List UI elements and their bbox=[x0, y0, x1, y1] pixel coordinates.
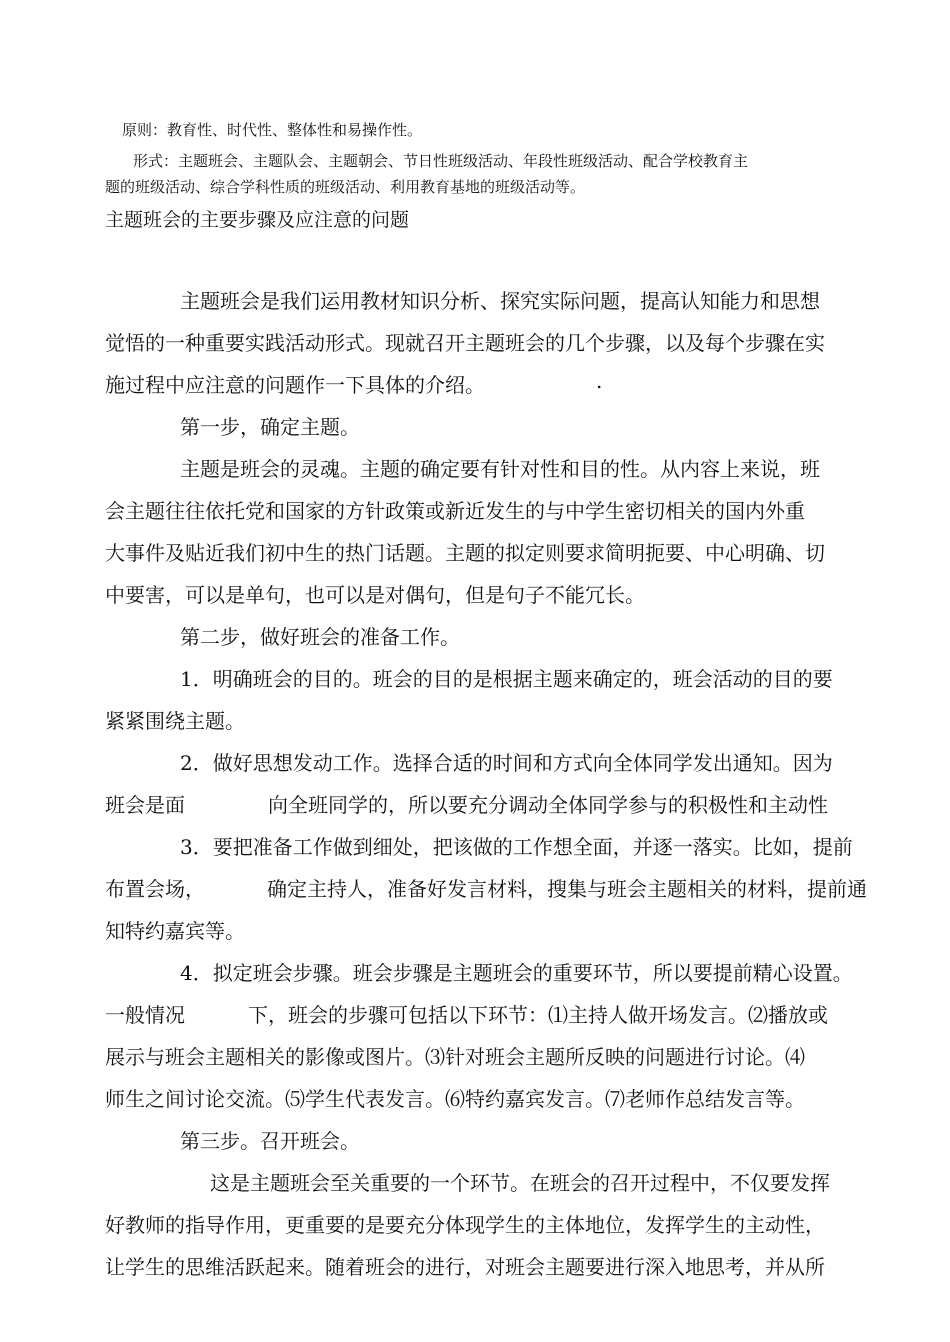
form-line-2: 题的班级活动、综合学科性质的班级活动、利用教育基地的班级活动等。 bbox=[105, 178, 586, 196]
body-line: 向全班同学的，所以要充分调动全体同学参与的积极性和主动性 bbox=[268, 793, 828, 817]
body-line: 一般情况 bbox=[105, 1003, 185, 1027]
step-heading: 第二步，做好班会的准备工作。 bbox=[180, 625, 460, 649]
body-line: 展示与班会主题相关的影像或图片。⑶针对班会主题所反映的问题进行讨论。⑷ bbox=[105, 1045, 805, 1069]
body-line: 布置会场， bbox=[105, 877, 205, 901]
body-line: 2．做好思想发动工作。选择合适的时间和方式向全体同学发出通知。因为 bbox=[180, 751, 833, 775]
body-line: . bbox=[596, 369, 603, 393]
body-line: 中要害，可以是单句，也可以是对偶句，但是句子不能冗长。 bbox=[105, 583, 645, 607]
body-line: 让学生的思维活跃起来。随着班会的进行，对班会主题要进行深入地思考，并从所 bbox=[105, 1255, 825, 1279]
principle-line: 原则：教育性、时代性、整体性和易操作性。 bbox=[122, 121, 423, 139]
body-line: 好教师的指导作用，更重要的是要充分体现学生的主体地位，发挥学生的主动性， bbox=[105, 1213, 825, 1237]
form-line-1: 形式：主题班会、主题队会、主题朝会、节日性班级活动、年段性班级活动、配合学校教育主 bbox=[133, 152, 749, 170]
body-line: 会主题往往依托党和国家的方针政策或新近发生的与中学生密切相关的国内外重 bbox=[105, 499, 805, 523]
body-line: 知特约嘉宾等。 bbox=[105, 919, 245, 943]
section-heading: 主题班会的主要步骤及应注意的问题 bbox=[105, 209, 410, 231]
step-heading: 第一步，确定主题。 bbox=[180, 415, 360, 439]
body-line: 这是主题班会至关重要的一个环节。在班会的召开过程中，不仅要发挥 bbox=[210, 1171, 830, 1195]
body-line: 觉悟的一种重要实践活动形式。现就召开主题班会的几个步骤，以及每个步骤在实 bbox=[105, 331, 825, 355]
body-line: 大事件及贴近我们初中生的热门话题。主题的拟定则要求简明扼要、中心明确、切 bbox=[105, 541, 825, 565]
body-line: 师生之间讨论交流。⑸学生代表发言。⑹特约嘉宾发言。⑺老师作总结发言等。 bbox=[105, 1087, 805, 1111]
body-line: 紧紧围绕主题。 bbox=[105, 709, 245, 733]
step-heading: 第三步。召开班会。 bbox=[180, 1129, 360, 1153]
body-line: 确定主持人，准备好发言材料，搜集与班会主题相关的材料，提前通 bbox=[267, 877, 867, 901]
body-line: 主题是班会的灵魂。主题的确定要有针对性和目的性。从内容上来说，班 bbox=[180, 457, 820, 481]
body-line: 主题班会是我们运用教材知识分析、探究实际问题，提高认知能力和思想 bbox=[180, 289, 820, 313]
body-line: 班会是面 bbox=[105, 793, 185, 817]
body-line: 4．拟定班会步骤。班会步骤是主题班会的重要环节，所以要提前精心设置。 bbox=[180, 961, 853, 985]
body-line: 下，班会的步骤可包括以下环节：⑴主持人做开场发言。⑵播放或 bbox=[248, 1003, 828, 1027]
body-line: 3．要把准备工作做到细处，把该做的工作想全面，并逐一落实。比如，提前 bbox=[180, 835, 853, 859]
body-line: 1．明确班会的目的。班会的目的是根据主题来确定的，班会活动的目的要 bbox=[180, 667, 833, 691]
body-line: 施过程中应注意的问题作一下具体的介绍。 bbox=[105, 373, 485, 397]
